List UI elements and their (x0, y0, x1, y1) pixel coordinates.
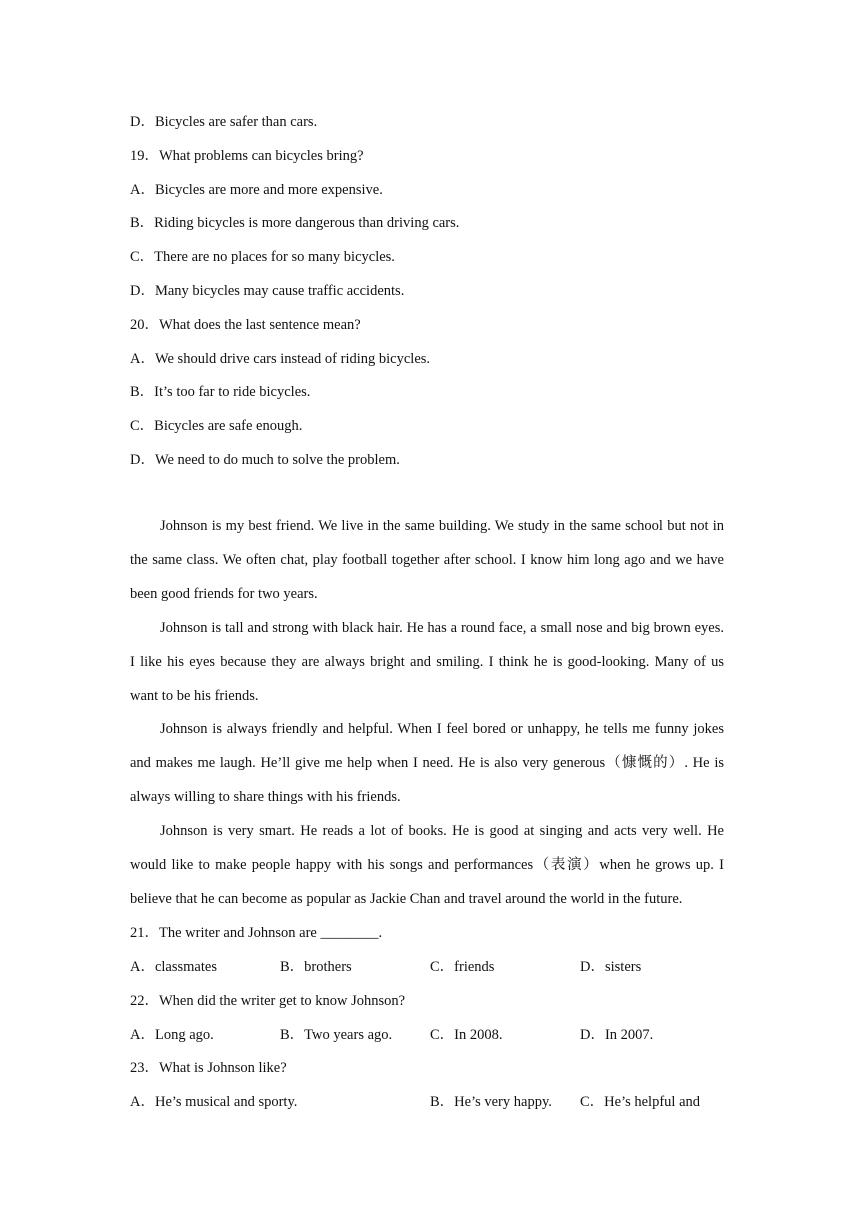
q21-option-c: C．friends (430, 959, 495, 975)
q20-option-d: D．We need to do much to solve the problem. (130, 452, 400, 468)
passage-paragraph-3: Johnson is always friendly and helpful. When I feel bored or unhappy, he tells me funny jokes and makes me laugh. He’ll give me help when I need. He is also very generous（慷慨的）. He is always willing to share things with his friends. (130, 721, 724, 805)
q22-option-b: B．Two years ago. (280, 1027, 393, 1043)
prev-option-d: D．Bicycles are safer than cars. (130, 114, 318, 130)
q19-question: 19．What problems can bicycles bring? (130, 148, 364, 164)
q21-option-d: D．sisters (580, 959, 642, 975)
q21-option-b: B．brothers (280, 959, 352, 975)
q22-question: 22．When did the writer get to know Johnson? (130, 993, 406, 1009)
q23-option-c: C．He’s helpful and (580, 1094, 701, 1110)
q21-option-a: A．classmates (130, 959, 217, 975)
q23-option-a: A．He’s musical and sporty. (130, 1094, 298, 1110)
q20-question: 20．What does the last sentence mean? (130, 317, 361, 333)
passage-paragraph-4: Johnson is very smart. He reads a lot of books. He is good at singing and acts very well. He would like to make people happy with his songs and performances（表演）when he grows up. I believe that he can become as popular as Jackie Chan and travel around the world in the future. (130, 823, 724, 907)
q19-option-a: A．Bicycles are more and more expensive. (130, 182, 383, 198)
q23-option-b: B．He’s very happy. (430, 1094, 552, 1110)
q20-option-c: C．Bicycles are safe enough. (130, 418, 303, 434)
q22-option-c: C．In 2008. (430, 1027, 503, 1043)
q22-option-a: A．Long ago. (130, 1027, 214, 1043)
q19-option-d: D．Many bicycles may cause traffic accidents. (130, 283, 405, 299)
q19-option-b: B．Riding bicycles is more dangerous than driving cars. (130, 215, 460, 231)
passage-paragraph-2: Johnson is tall and strong with black hair. He has a round face, a small nose and big brown eyes. I like his eyes because they are always bright and smiling. I think he is good-looking. Many of us want to be his friends. (130, 620, 724, 704)
q20-option-b: B．It’s too far to ride bicycles. (130, 384, 311, 400)
passage-paragraph-1: Johnson is my best friend. We live in the same building. We study in the same school but not in the same class. We often chat, play football together after school. I know him long ago and we have been good friends for two years. (130, 518, 724, 602)
q20-option-a: A．We should drive cars instead of riding bicycles. (130, 351, 431, 367)
q21-question: 21．The writer and Johnson are ________. (130, 925, 383, 941)
q23-question: 23．What is Johnson like? (130, 1060, 287, 1076)
q19-option-c: C．There are no places for so many bicycles. (130, 249, 395, 265)
q22-option-d: D．In 2007. (580, 1027, 654, 1043)
